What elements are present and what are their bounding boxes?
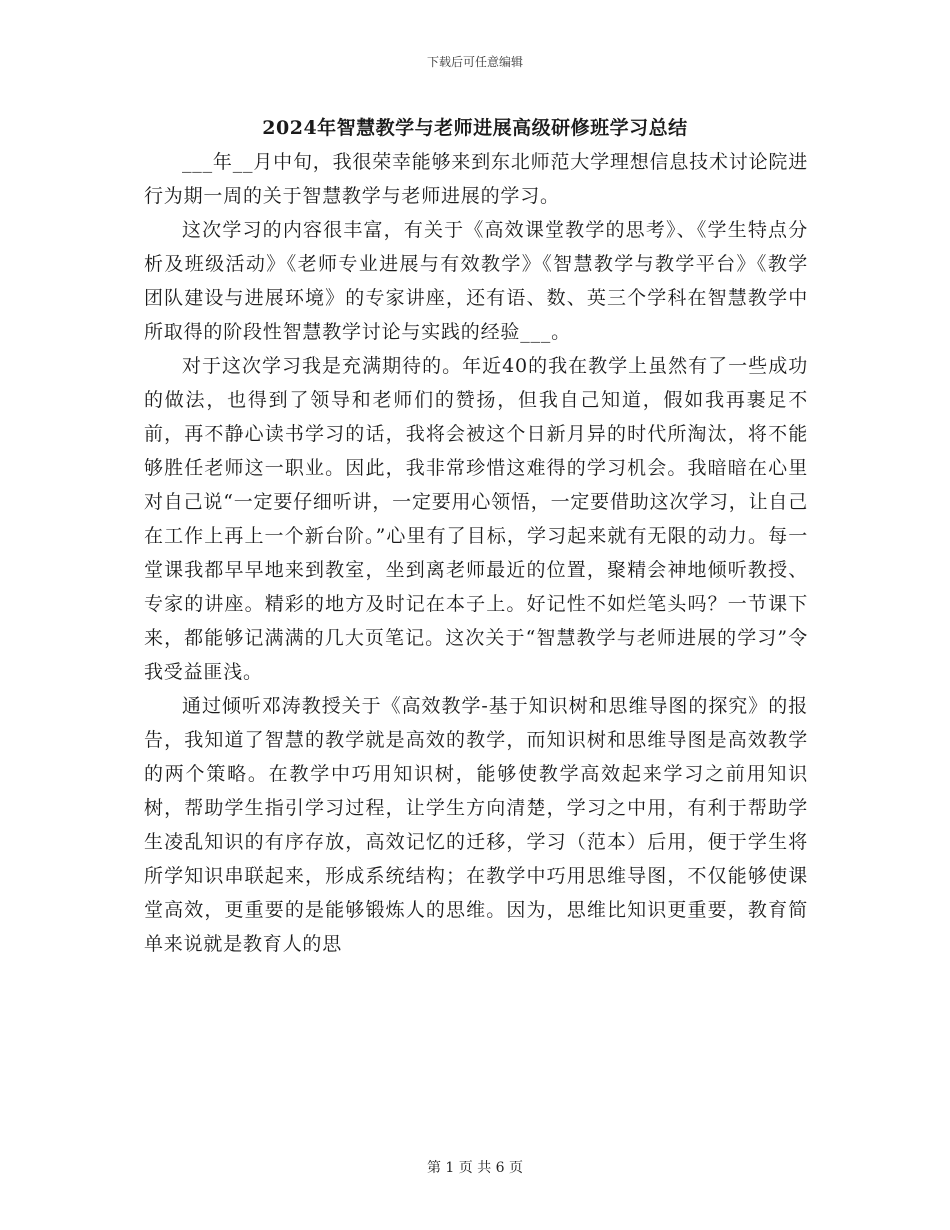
document-body: [144, 145, 808, 961]
page-number-footer: 第 1 页 共 6 页: [426, 1160, 524, 1176]
paragraph-4: 通过倾听邓涛教授关于《高效教学-基于知识树和思维导图的探究》的报告，我知道了智慧的教学就是高效的教学，而知识树和思维导图是高效教学的两个策略。在教学中巧用知识树，能够使教学高效起来学习之前用知识树，帮助学生指引学习过程，让学生方向清楚，学习之中用，有利于帮助学生凌乱知识的有序存放，高效记忆的迁移，学习（范本）后用，便于学生将所学知识串联起来，形成系统结构；在教学中巧用思维导图，不仅能够使课堂高效，更重要的是能够锻炼人的思维。因为，思维比知识更重要，教育简单来说就是教育人的思: [144, 695, 808, 955]
paragraph-3: 对于这次学习我是充满期待的。年近40的我在教学上虽然有了一些成功的做法，也得到了领导和老师们的赞扬，但我自己知道，假如我再裹足不前，再不静心读书学习的话，我将会被这个日新月异的时代所淘汰，将不能够胜任老师这一职业。因此，我非常珍惜这难得的学习机会。我暗暗在心里对自己说“一定要仔细听讲，一定要用心领悟，一定要借助这次学习，让自己在工作上再上一个新台阶。”心里有了目标，学习起来就有无限的动力。每一堂课我都早早地来到教室，坐到离老师最近的位置，聚精会神地倾听教授、专家的讲座。精彩的地方及时记在本子上。好记性不如烂笔头吗？一节课下来，都能够记满满的几大页笔记。这次关于“智慧教学与老师进展的学习”令我受益匪浅。: [144, 355, 808, 683]
paragraph-1: ___年__月中旬，我很荣幸能够来到东北师范大学理想信息技术讨论院进行为期一周的关于智慧教学与老师进展的学习。: [144, 151, 808, 207]
paragraph-2: 这次学习的内容很丰富，有关于《高效课堂教学的思考》、《学生特点分析及班级活动》《老师专业进展与有效教学》《智慧教学与教学平台》《教学团队建设与进展环境》的专家讲座，还有语、数、英三个学科在智慧教学中所取得的阶段性智慧教学讨论与实践的经验___。: [144, 219, 808, 343]
page-header-note: 下载后可任意编辑: [426, 55, 523, 69]
document-title: 2024年智慧教学与老师进展高级研修班学习总结: [262, 117, 688, 139]
